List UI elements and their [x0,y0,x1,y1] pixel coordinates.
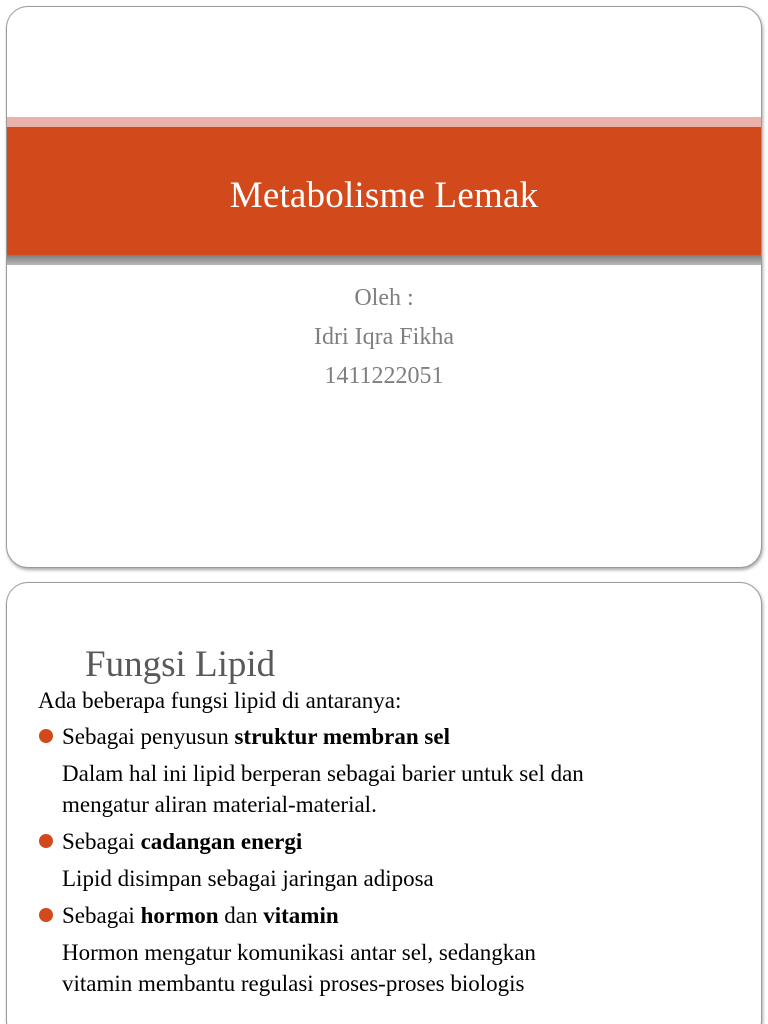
bullet-dot-icon [39,834,53,848]
subtitle-line-student-id: 1411222051 [324,363,444,389]
slide-title: Metabolisme Lemak [229,174,539,216]
title-band [7,127,761,255]
bullet-description [62,937,741,999]
subtitle-line-author: Idri Iqra Fikha [314,324,454,350]
description-line: Hormon mengatur komunikasi antar sel, sedangkan [62,940,536,965]
bullet-prefix: Sebagai penyusun [62,724,235,749]
description-line: Lipid disimpan sebagai jaringan adiposa [62,866,434,891]
bullet-connector: dan [218,903,264,928]
bullet-bold-term: vitamin [263,903,339,928]
bullet-bold-term: cadangan energi [140,829,303,854]
description-line: Dalam hal ini lipid berperan sebagai barier untuk sel dan [62,761,584,786]
bullet-text [62,826,302,857]
bullet-prefix: Sebagai [62,829,141,854]
slide-heading: Fungsi Lipid [85,644,276,685]
bullet-dot-icon [39,908,53,922]
slide-body [38,685,741,1005]
intro-text: Ada beberapa fungsi lipid di antaranya: [38,688,402,713]
slide-subtitle [7,279,761,396]
bullet-description [62,758,741,820]
bullet-description [62,863,741,894]
bullet-text [62,721,450,752]
bullet-prefix: Sebagai [62,903,141,928]
title-band-shadow [7,255,761,265]
subtitle-line-oleh: Oleh : [354,285,414,311]
title-band-highlight [7,117,761,127]
content-slide [6,582,762,1024]
bullet-bold-term: hormon [140,903,219,928]
bullet-item [38,721,741,752]
description-line: mengatur aliran material-material. [62,792,377,817]
bullet-item [38,900,741,931]
description-line: vitamin membantu regulasi proses-proses biologis [62,971,525,996]
bullet-item [38,826,741,857]
bullet-text [62,900,339,931]
bullet-dot-icon [39,729,53,743]
title-slide [6,6,762,568]
bullet-bold-term: struktur membran sel [234,724,450,749]
